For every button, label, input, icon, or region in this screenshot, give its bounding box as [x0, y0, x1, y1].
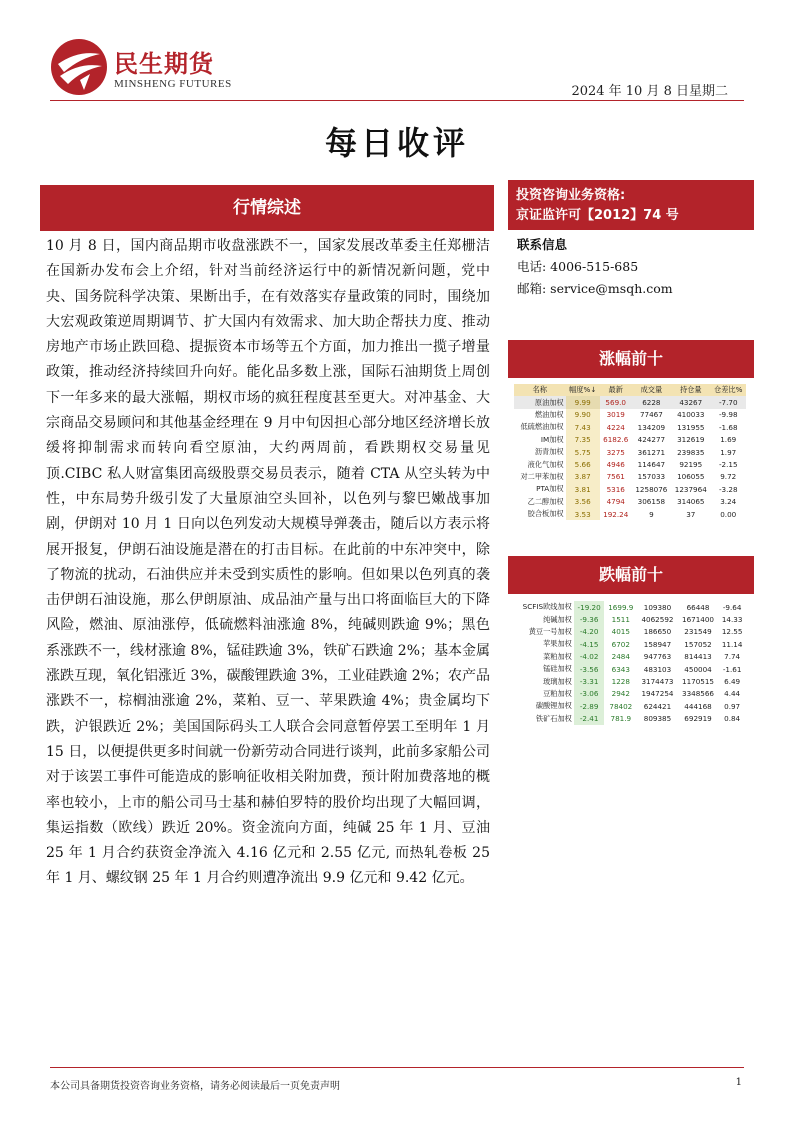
- table-cell: 对二甲苯加权: [520, 471, 564, 481]
- table-cell: -2.15: [718, 460, 738, 470]
- table-cell: 1511: [611, 615, 630, 625]
- table-cell: 黄豆一号加权: [528, 626, 572, 636]
- table-cell: 192.24: [603, 509, 629, 519]
- table-cell: 239835: [677, 447, 705, 457]
- table-cell: 6182.6: [603, 435, 629, 445]
- table-row: [514, 626, 746, 638]
- table-cell: 燃油加权: [534, 409, 564, 419]
- footer-divider: [50, 1067, 744, 1068]
- column-header: 幅度%↓: [566, 384, 600, 396]
- table-cell: 豆粕加权: [543, 688, 572, 698]
- table-cell: -9.98: [718, 410, 738, 420]
- report-date: 2024 年 10 月 8 日星期二: [571, 84, 728, 99]
- table-cell: 0.00: [720, 509, 737, 519]
- table-cell: 158947: [643, 639, 672, 649]
- qualification-line-1: 投资咨询业务资格:: [516, 188, 626, 203]
- table-cell: 4062592: [641, 615, 674, 625]
- table-cell: 3275: [606, 447, 625, 457]
- table-cell: 3019: [606, 410, 625, 420]
- footer-disclaimer: 本公司具备期货投资咨询业务资格，请务必阅读最后一页免责声明: [50, 1081, 340, 1092]
- table-cell: 9.90: [566, 409, 600, 421]
- table-cell: 450004: [684, 664, 712, 674]
- table-cell: 9.72: [720, 472, 737, 482]
- table-cell: 9: [649, 509, 654, 519]
- table-cell: 3.81: [566, 483, 600, 495]
- table-cell: -3.06: [574, 688, 605, 700]
- table-cell: 483103: [643, 664, 672, 674]
- table-cell: 2942: [611, 689, 630, 699]
- table-cell: 37: [686, 509, 696, 519]
- table-row: [514, 409, 746, 421]
- table-cell: 7.74: [724, 652, 741, 662]
- table-row: [514, 613, 746, 625]
- table-cell: 5.66: [566, 458, 600, 470]
- table-cell: -2.89: [574, 700, 605, 712]
- table-cell: 231549: [684, 627, 712, 637]
- table-cell: 814413: [684, 652, 712, 662]
- column-header: 名称: [514, 384, 566, 396]
- table-cell: 1170515: [682, 677, 715, 687]
- table-cell: 1699.9: [608, 602, 634, 612]
- table-cell: 114647: [637, 460, 666, 470]
- table-cell: 1.97: [720, 447, 737, 457]
- column-header: 最新: [600, 384, 632, 396]
- table-row: [514, 688, 746, 700]
- table-cell: 低硫燃油加权: [520, 422, 564, 432]
- table-cell: 569.0: [600, 396, 632, 408]
- table-cell: 157033: [637, 472, 666, 482]
- table-cell: 66448: [686, 602, 710, 612]
- table-row: [514, 483, 746, 495]
- table-cell: -9.36: [574, 613, 605, 625]
- table-cell: 沥青加权: [534, 447, 564, 457]
- top-gainers-table: [514, 384, 746, 520]
- section-header-top-losers: 跌幅前十: [508, 556, 754, 594]
- table-cell: 1237964: [674, 484, 707, 494]
- table-cell: -7.70: [710, 396, 746, 408]
- table-cell: 1.69: [720, 435, 737, 445]
- table-cell: -4.02: [574, 651, 605, 663]
- table-cell: 809385: [643, 714, 672, 724]
- table-cell: 0.84: [724, 714, 741, 724]
- table-cell: 7561: [606, 472, 625, 482]
- table-cell: 液化气加权: [527, 459, 564, 469]
- brand-name-cn: 民生期货: [114, 50, 214, 78]
- table-row: [514, 675, 746, 687]
- table-cell: 4224: [606, 422, 625, 432]
- table-cell: 947763: [643, 652, 672, 662]
- table-cell: 锰硅加权: [543, 664, 572, 674]
- contact-heading: 联系信息: [517, 237, 568, 252]
- table-row: [514, 471, 746, 483]
- table-cell: -3.28: [718, 484, 738, 494]
- table-cell: 12.55: [721, 627, 743, 637]
- qualification-box: [508, 180, 754, 230]
- table-cell: -1.68: [718, 422, 738, 432]
- column-header: 持仓量: [671, 384, 710, 396]
- table-cell: 109380: [643, 602, 672, 612]
- table-cell: 1947254: [641, 689, 674, 699]
- market-review-text: 10 月 8 日，国内商品期市收盘涨跌不一，国家发展改革委主任郑栅洁在国新办发布会上介绍，针对当前经济运行中的新情况新问题，党中央、国务院科学决策、果断出手，在有效落实存量政策的同时，围绕加大宏观政策逆周期调节、扩大国内有效需求、加大助企帮扶力度、推动房地产市场止跌回稳、提振资本市场等五个方面，加力推出一揽子增量政策，推动经济持续回升向好。能化品多数上涨，国际石油期货上周创下一年多来的最大涨幅，期权市场的疯狂程度甚至更大。对冲基金、大宗商品交易顾问和其他基金经理在 9 月中旬因担心部分地区经济增长放缓将抑制需求而转向看空原油，大约两周前，看跌期权交易量见顶.CIBC 私人财富集团高级股票交易员表示，随着 CTA 从空头转为中性，中东局势升级引发了大量原油空头回补，以色列与黎巴嫩战事加剧，伊朗对 10 月 1 日向以色列发动大规模导弹袭击，随后以方表示将展开报复，伊朗石油设施是潜在的打击目标。在此前的中东冲突中，除了物流的扰动，石油供应并未受到实质性的影响。但如果以色列真的袭击伊朗石油设施，那么伊朗原油、成品油产量与出口将面临巨大的下降风险，燃油、原油涨停，低硫燃料油涨逾 8%，纯碱则跌逾 9%；黑色系涨跌不一，线材涨逾 8%，锰硅跌逾 3%，铁矿石跌逾 2%；基本金属涨跌互现，氧化铝涨近 3%，碳酸锂跌逾 3%，工业硅跌逾 2%；农产品涨跌不一，棕榈油涨逾 2%，菜粕、豆一、苹果跌逾 4%；贵金属均下跌，沪银跌近 2%；美国国际码头工人联合会同意暂停罢工至明年 1 月 15 日，以便提供更多时间就一份新劳动合同进行谈判，此前多家船公司对于该罢工事件可能造成的影响征收相关附加费，预计附加费落地的概率也较小，上市的船公司马士基和赫伯罗特的股价均出现了大幅回调， 集运指数（欧线）跌近 20%。资金流向方面，纯碱 25 年 1 月、豆油 25 年 1 月合约获资金净流入 4.16 亿元和 2.55 亿元, 而热轧卷板 25 年 1 月、螺纹钢 25 年 1 月合约则遭净流出 9.9 亿元和 9.42 亿元。: [46, 238, 490, 887]
- table-row: [514, 663, 746, 675]
- table-cell: 菜粕加权: [543, 651, 572, 661]
- table-cell: 9.99: [566, 396, 600, 408]
- table-cell: 3.56: [566, 496, 600, 508]
- table-cell: 77467: [639, 410, 663, 420]
- brand-logo-icon: [50, 38, 108, 96]
- table-cell: 424277: [637, 435, 666, 445]
- table-cell: -2.41: [574, 713, 605, 725]
- table-cell: 106055: [677, 472, 705, 482]
- table-cell: 781.9: [610, 714, 632, 724]
- table-cell: 5316: [606, 484, 625, 494]
- brand-logo: [50, 38, 240, 94]
- table-cell: 7.43: [566, 421, 600, 433]
- table-cell: 134209: [637, 422, 666, 432]
- table-cell: PTA加权: [536, 484, 564, 494]
- table-cell: 7.35: [566, 434, 600, 446]
- table-cell: 1228: [611, 677, 630, 687]
- column-header: 仓差比%: [710, 384, 746, 396]
- table-cell: 4015: [611, 627, 630, 637]
- table-cell: 78402: [609, 701, 633, 711]
- table-row: [514, 396, 746, 408]
- table-cell: 624421: [643, 701, 672, 711]
- table-cell: 444168: [684, 701, 712, 711]
- table-cell: 410033: [677, 410, 705, 420]
- table-cell: 原油加权: [514, 396, 566, 408]
- table-cell: 43267: [671, 396, 710, 408]
- table-cell: 131955: [677, 422, 705, 432]
- table-cell: 铁矿石加权: [535, 713, 572, 723]
- table-row: [514, 601, 746, 613]
- table-cell: 玻璃加权: [543, 676, 572, 686]
- table-cell: 3.53: [566, 508, 600, 520]
- header-divider: [50, 100, 744, 101]
- table-cell: 14.33: [721, 615, 743, 625]
- table-cell: 1671400: [682, 615, 715, 625]
- table-cell: 纯碱加权: [543, 614, 572, 624]
- table-cell: -4.15: [574, 638, 605, 650]
- table-row: [514, 458, 746, 470]
- section-header-market-review: 行情综述: [40, 185, 494, 231]
- page-number: 1: [735, 1077, 742, 1088]
- table-row: [514, 638, 746, 650]
- table-cell: 0.97: [724, 701, 741, 711]
- table-row: [514, 651, 746, 663]
- table-cell: 6702: [611, 639, 630, 649]
- table-cell: 4946: [606, 460, 625, 470]
- table-cell: 6228: [632, 396, 671, 408]
- table-cell: 1258076: [635, 484, 668, 494]
- table-row: [514, 434, 746, 446]
- contact-info: [517, 234, 673, 300]
- table-cell: SCFIS欧线加权: [522, 602, 572, 612]
- table-cell: 5.75: [566, 446, 600, 458]
- table-row: [514, 496, 746, 508]
- table-cell: -4.20: [574, 626, 605, 638]
- table-cell: 312619: [677, 435, 705, 445]
- table-cell: 4.44: [724, 689, 741, 699]
- table-cell: 11.14: [721, 639, 743, 649]
- table-cell: -1.61: [722, 664, 742, 674]
- table-cell: 胶合板加权: [527, 509, 564, 519]
- table-cell: 碳酸锂加权: [535, 701, 572, 711]
- table-cell: 4794: [606, 497, 625, 507]
- contact-email: 邮箱: service@msqh.com: [517, 281, 673, 296]
- table-row: [514, 446, 746, 458]
- table-cell: IM加权: [540, 434, 564, 444]
- table-cell: 3174473: [641, 677, 674, 687]
- section-header-top-gainers: 涨幅前十: [508, 340, 754, 378]
- table-cell: -19.20: [574, 601, 605, 613]
- table-cell: 314065: [677, 497, 705, 507]
- table-cell: 苹果加权: [543, 639, 572, 649]
- table-cell: 6343: [611, 664, 630, 674]
- table-cell: -9.64: [722, 602, 742, 612]
- table-cell: 3.87: [566, 471, 600, 483]
- table-row: [514, 508, 746, 520]
- table-cell: 186650: [643, 627, 672, 637]
- table-row: [514, 700, 746, 712]
- table-cell: 3.24: [720, 497, 737, 507]
- table-cell: 乙二醇加权: [527, 496, 564, 506]
- table-cell: 157052: [684, 639, 712, 649]
- top-losers-table: [514, 601, 746, 725]
- table-cell: -3.31: [574, 675, 605, 687]
- column-header: 成交量: [632, 384, 671, 396]
- qualification-line-2: 京证监许可【2012】74 号: [516, 208, 679, 223]
- table-cell: 2484: [611, 652, 630, 662]
- table-cell: 306158: [637, 497, 666, 507]
- page-title: 每日收评: [324, 124, 469, 162]
- table-cell: 692919: [684, 714, 712, 724]
- table-cell: 6.49: [724, 677, 741, 687]
- table-cell: -3.56: [574, 663, 605, 675]
- contact-phone: 电话: 4006-515-685: [517, 259, 639, 274]
- brand-name-en: MINSHENG FUTURES: [114, 78, 232, 90]
- table-row: [514, 421, 746, 433]
- table-cell: 3348566: [682, 689, 715, 699]
- table-cell: 92195: [679, 460, 703, 470]
- table-row: [514, 713, 746, 725]
- table-cell: 361271: [637, 447, 666, 457]
- table-header-row: [514, 384, 746, 396]
